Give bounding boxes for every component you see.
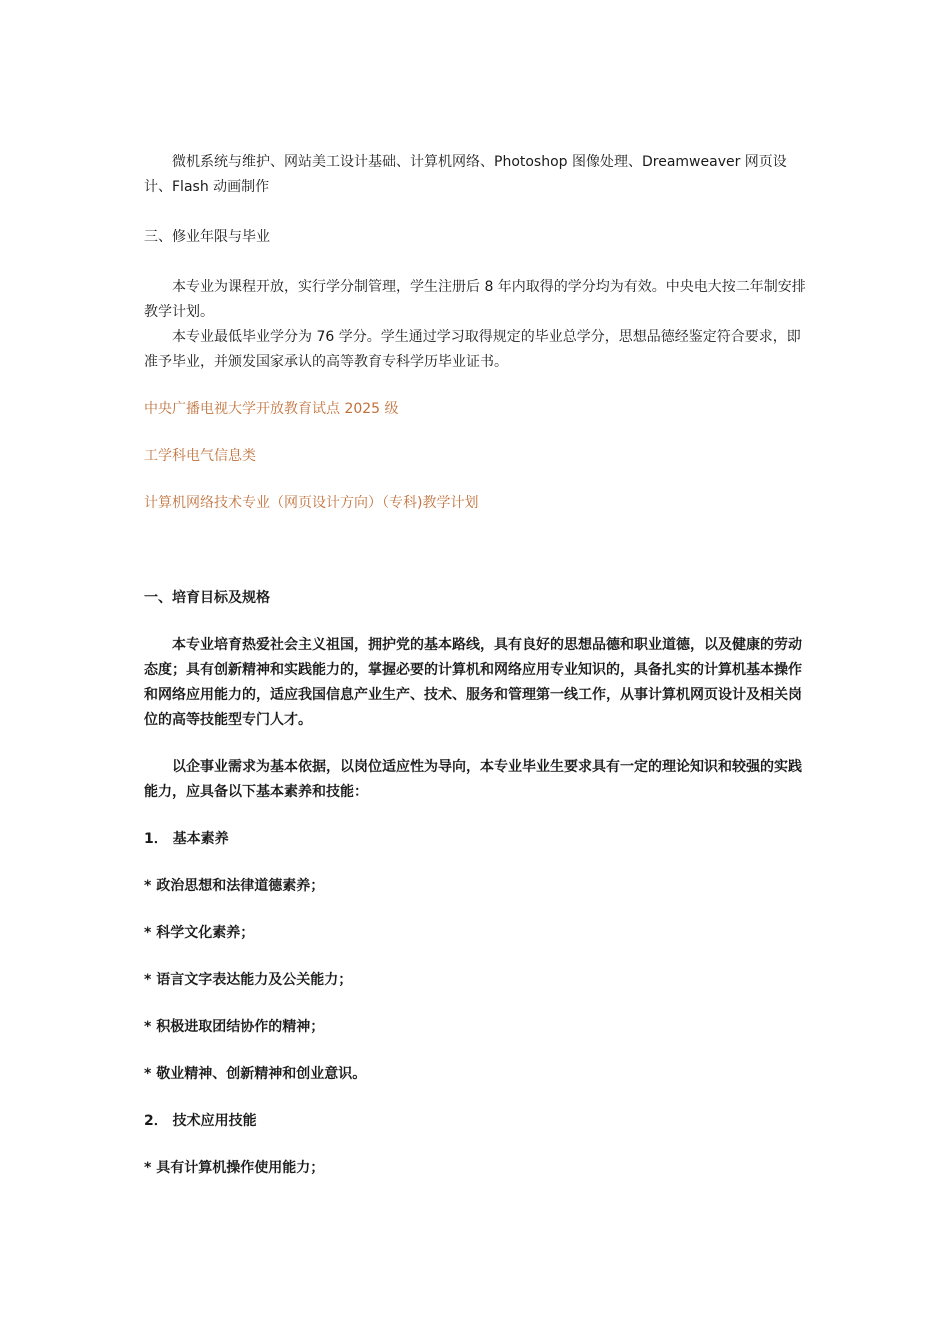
list-item: * 政治思想和法律道德素养； (144, 878, 325, 894)
tech-skill-heading: 2． 技术应用技能 (144, 1113, 257, 1129)
list-item: * 具有计算机操作使用能力； (144, 1160, 325, 1176)
section3-paragraph-1: 本专业为课程开放，实行学分制管理，学生注册后 8 年内取得的学分均为有效。中央电大按二年制安排教学计划。 (144, 279, 806, 320)
list-item: * 科学文化素养； (144, 925, 255, 941)
plan-header-line-1: 中央广播电视大学开放教育试点 2025 级 (144, 401, 399, 417)
plan-header-line-3: 计算机网络技术专业（网页设计方向）（专科)教学计划 (144, 495, 479, 511)
section3-heading: 三、修业年限与毕业 (144, 229, 270, 245)
section3-paragraph-2: 本专业最低毕业学分为 76 学分。学生通过学习取得规定的毕业总学分，思想品德经鉴定符合要求，即准予毕业，并颁发国家承认的高等教育专科学历毕业证书。 (144, 329, 801, 370)
document-body (144, 150, 808, 1181)
plan-header-line-2: 工学科电气信息类 (144, 448, 256, 464)
list-item: * 敬业精神、创新精神和创业意识。 (144, 1066, 367, 1082)
section1-heading: 一、培育目标及规格 (144, 590, 270, 606)
section1-paragraph-1: 本专业培育热爱社会主义祖国，拥护党的基本路线，具有良好的思想品德和职业道德，以及健康的劳动态度；具有创新精神和实践能力的，掌握必要的计算机和网络应用专业知识的，具备扎实的计算机基本操作和网络应用能力的，适应我国信息产业生产、技术、服务和管理第一线工作，从事计算机网页设计及相关岗位的高等技能型专门人才。 (144, 637, 802, 728)
section1-paragraph-2: 以企事业需求为基本依据，以岗位适应性为导向，本专业毕业生要求具有一定的理论知识和较强的实践能力，应具备以下基本素养和技能： (144, 759, 802, 800)
basic-quality-heading: 1． 基本素养 (144, 831, 229, 847)
list-item: * 语言文字表达能力及公关能力； (144, 972, 353, 988)
list-item: * 积极进取团结协作的精神； (144, 1019, 325, 1035)
courses-continued: 微机系统与维护、网站美工设计基础、计算机网络、Photoshop 图像处理、Dreamweaver 网页设计、Flash 动画制作 (144, 154, 787, 195)
